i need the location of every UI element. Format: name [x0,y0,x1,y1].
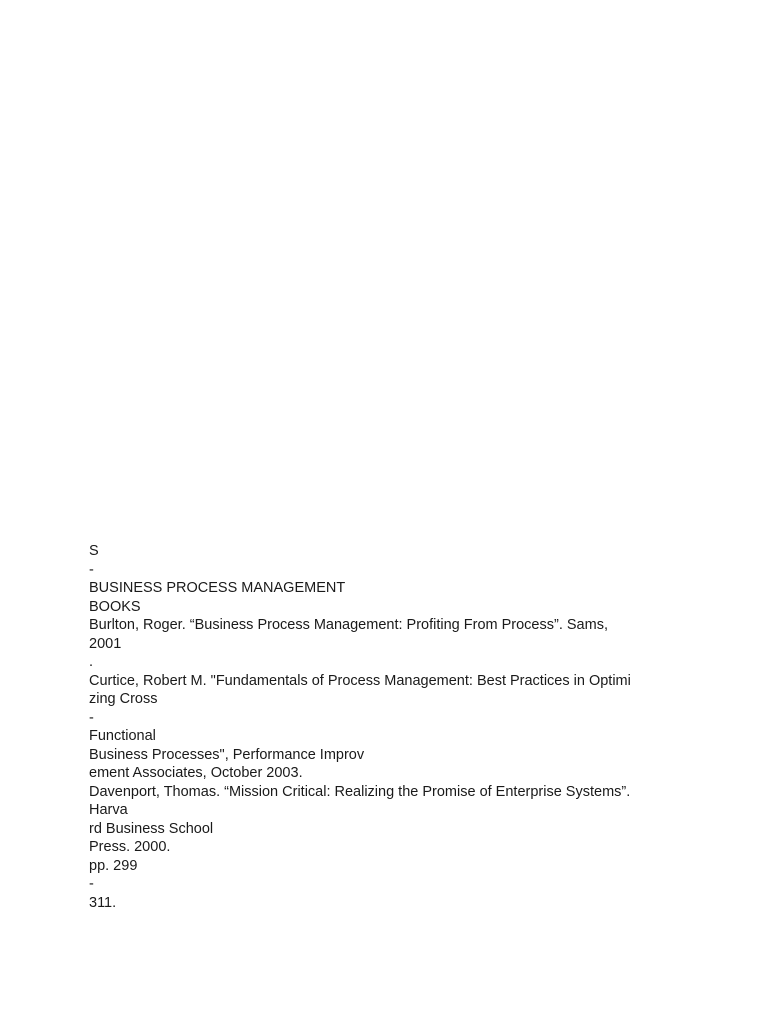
subsection-heading: BOOKS [89,598,141,615]
reference-line: Davenport, Thomas. “Mission Critical: Realizing the Promise of Enterprise Systems”. [89,783,631,800]
reference-line: Curtice, Robert M. "Fundamentals of Process Management: Best Practices in Optimi [89,672,631,689]
reference-line: - [89,876,94,892]
reference-line: 311. [89,894,117,911]
reference-line: Burlton, Roger. “Business Process Management: Profiting From Process”. Sams, [89,617,608,633]
reference-line: - [89,709,94,726]
reference-line: 2001 [89,635,122,652]
reference-line: ement Associates, October 2003. [89,765,303,781]
reference-line: rd Business School [89,820,214,837]
reference-line: pp. 299 [89,857,138,874]
text-line: S [89,543,99,559]
reference-line: . [89,654,94,670]
reference-line: Harva [89,802,128,818]
references-text-block [89,542,689,912]
reference-line: Press. 2000. [89,839,171,855]
reference-line: zing Cross [89,691,158,707]
reference-line: Functional [89,728,156,744]
section-heading: BUSINESS PROCESS MANAGEMENT [89,580,346,596]
reference-line: Business Processes", Performance Improv [89,746,365,763]
text-line: - [89,561,94,578]
